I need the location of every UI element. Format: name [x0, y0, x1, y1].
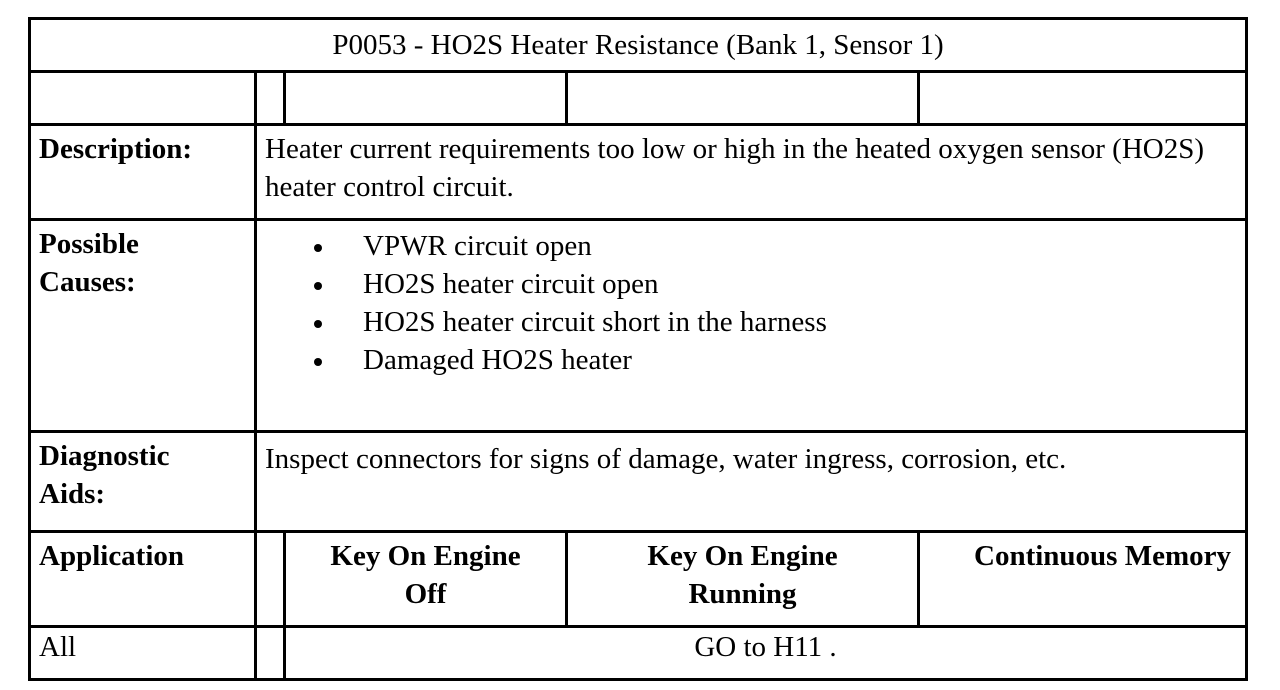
- spacer-row: [30, 72, 1247, 125]
- dtc-table: [28, 17, 1248, 681]
- list-item: HO2S heater circuit open: [265, 265, 1237, 303]
- list-item: Damaged HO2S heater: [265, 341, 1237, 379]
- goto-link[interactable]: GO to H11 .: [285, 627, 1247, 680]
- diagnostic-aids-text: Inspect connectors for signs of damage, water ingress, corrosion, etc.: [256, 432, 1247, 532]
- empty-cell: [256, 72, 285, 125]
- diagnostic-aids-label: [30, 432, 256, 532]
- koeo-header-line1: Key On Engine: [330, 540, 521, 572]
- possible-causes-label-line1: Possible: [39, 228, 139, 260]
- application-all-label: All: [30, 627, 256, 680]
- possible-causes-cell: [256, 220, 1247, 432]
- empty-cell: [256, 627, 285, 680]
- continuous-memory-header: Continuous Memory: [919, 532, 1247, 627]
- empty-cell: [919, 72, 1247, 125]
- possible-causes-row: [30, 220, 1247, 432]
- application-all-row: [30, 627, 1247, 680]
- list-item: HO2S heater circuit short in the harness: [265, 303, 1237, 341]
- dtc-title: P0053 - HO2S Heater Resistance (Bank 1, Sensor 1): [30, 19, 1247, 72]
- possible-causes-list: [265, 221, 1237, 379]
- title-row: [30, 19, 1247, 72]
- koeo-header: [285, 532, 567, 627]
- empty-cell: [256, 532, 285, 627]
- list-item: VPWR circuit open: [265, 227, 1237, 265]
- empty-cell: [285, 72, 567, 125]
- possible-causes-label: [30, 220, 256, 432]
- application-header-row: [30, 532, 1247, 627]
- description-label: Description:: [30, 125, 256, 220]
- application-label: Application: [30, 532, 256, 627]
- diagnostic-aids-label-line2: Aids:: [39, 478, 106, 510]
- koeo-header-line2: Off: [404, 578, 447, 610]
- koer-header-line2: Running: [688, 578, 797, 610]
- description-text: Heater current requirements too low or high in the heated oxygen sensor (HO2S) heater control circuit.: [256, 125, 1247, 220]
- empty-cell: [30, 72, 256, 125]
- diagnostic-aids-row: [30, 432, 1247, 532]
- koer-header: [567, 532, 919, 627]
- diagnostic-aids-label-line1: Diagnostic: [39, 440, 170, 472]
- koer-header-line1: Key On Engine: [647, 540, 838, 572]
- empty-cell: [567, 72, 919, 125]
- possible-causes-label-line2: Causes:: [39, 266, 136, 298]
- description-row: [30, 125, 1247, 220]
